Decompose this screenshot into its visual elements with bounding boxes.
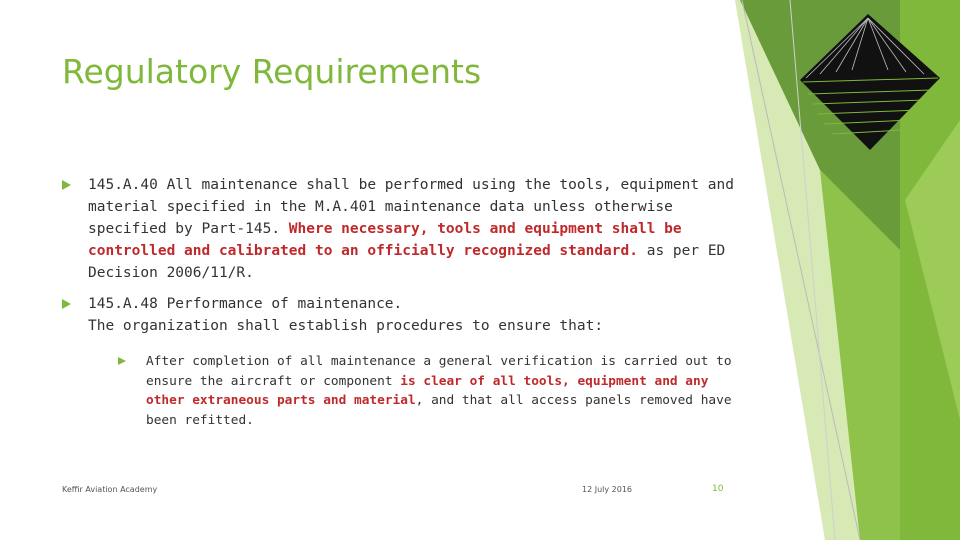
bullet-text: The organization shall establish procedures to ensure that: <box>88 318 604 334</box>
bullet-item-145-a-40 <box>62 174 752 284</box>
sub-bullet-highlight-text: is clear of all tools, equipment and any other extraneous parts and material <box>146 373 709 408</box>
sub-bullet-item <box>118 352 746 430</box>
bullet-arrow-icon <box>62 299 71 309</box>
bullet-heading: 145.A.48 Performance of maintenance. <box>88 296 403 312</box>
bullet-arrow-icon <box>62 180 71 190</box>
bullet-item-145-a-48 <box>62 293 752 430</box>
sub-bullet-text: After completion of all maintenance a general verification is carried out to ensure the aircraft or component <box>146 354 732 389</box>
slide-title: Regulatory Requirements <box>62 52 482 91</box>
bullet-list <box>62 174 752 430</box>
sub-bullet-text: , and that all access panels removed have been refitted. <box>146 393 732 428</box>
sub-bullet-arrow-icon <box>118 357 126 365</box>
footer-organization: Keffir Aviation Academy <box>62 485 158 494</box>
footer-date: 12 July 2016 <box>582 485 633 494</box>
bullet-text: as per ED Decision 2006/11/R. <box>88 243 726 281</box>
slide-number: 10 <box>712 484 724 494</box>
bullet-text: 145.A.40 All maintenance shall be performed using the tools, equipment and material specified in the M.A.401 maintenance data unless otherwise specified by Part-145. <box>88 177 735 237</box>
bullet-highlight-text: Where necessary, tools and equipment shall be controlled and calibrated to an officially recognized standard. <box>88 221 682 259</box>
